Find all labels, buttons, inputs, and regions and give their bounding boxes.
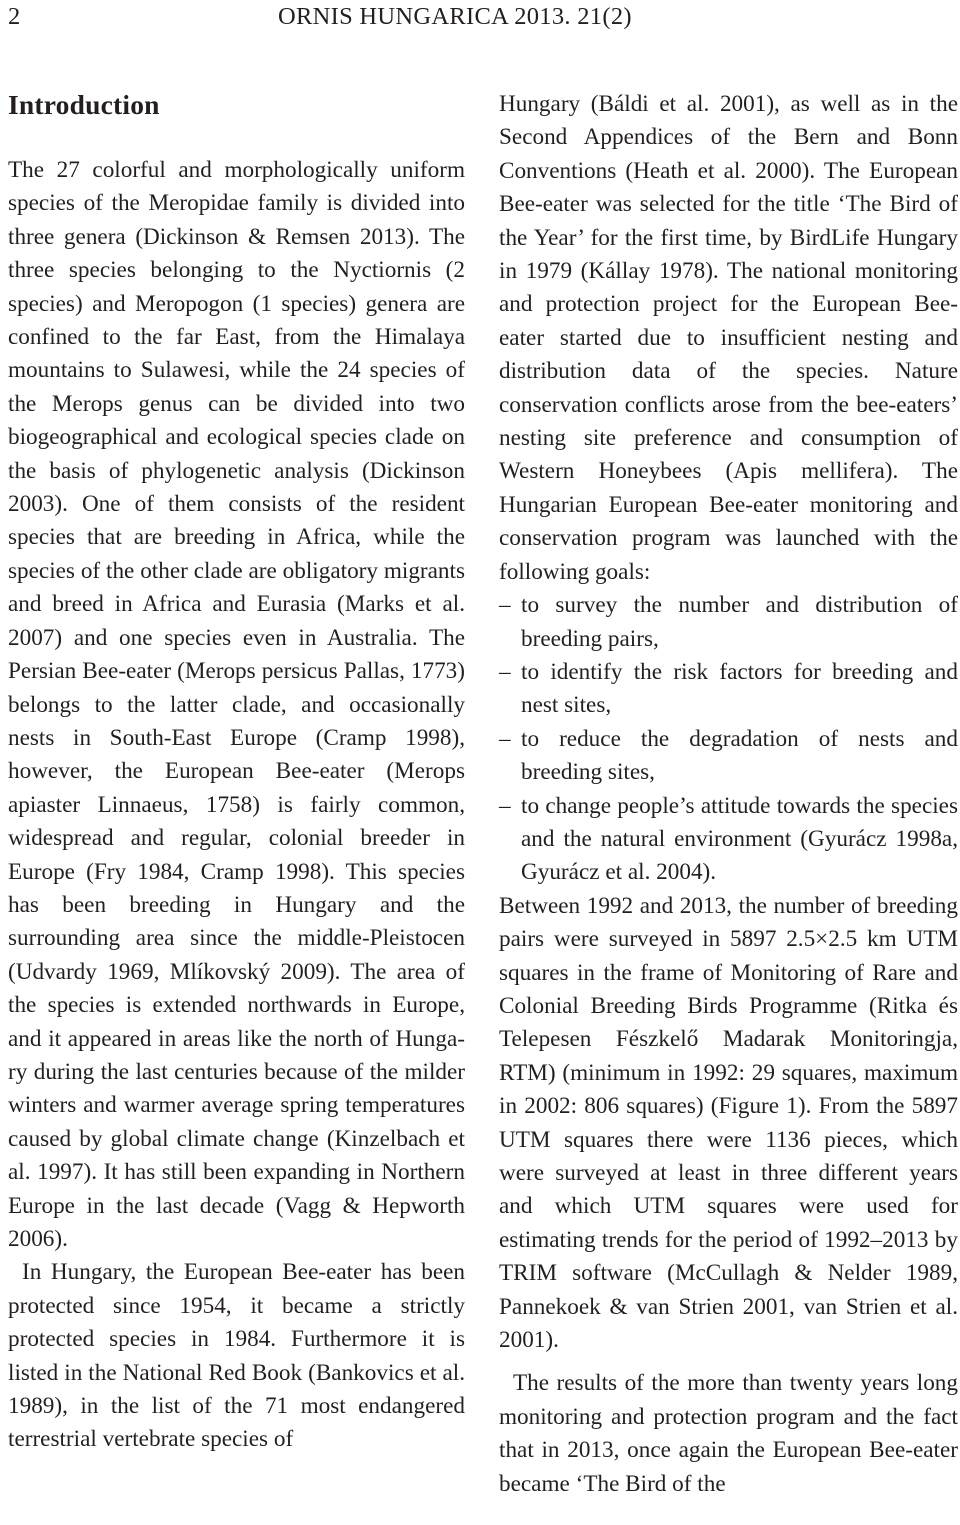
section-heading: Introduction (8, 89, 160, 120)
running-header (8, 0, 952, 40)
right-paragraph-3: The results of the more than twenty years long monitoring and protection program and the fact that in 2013, once again the European Bee-eater became ʻThe Bird of the (499, 1370, 958, 1497)
goals-list (499, 589, 958, 890)
goal-item: – to identify the risk factors for breeding and nest sites, (499, 656, 958, 723)
journal-title: ORNIS HUNGARICA 2013. 21(2) (278, 3, 632, 30)
goal-item: – to survey the number and distribution of breeding pairs, (499, 589, 958, 656)
right-column (499, 88, 958, 1501)
intro-paragraph-1: The 27 colorful and morphologically uniform species of the Meropidae family is divided into three genera (Dickinson & Remsen 2013). The three species belonging to the Nyctiornis (2 species) and Meropogon (1 species) genera are confined to the far East, from the Himalaya mountains to Sulawesi, while the 24 species of the Merops genus can be divided into two biogeographical and ecological species clade on the basis of phylogenetic analysis (Dickinson 2003). One of them consists of the resident species that are breeding in Africa, while the species of the other clade are obligatory migrants and breed in Africa and Eurasia (Marks et al. 2007) and one species even in Australia. The Persian Bee-eater (Merops persicus Pallas, 1773) belongs to the latter clade, and occasionally nests in South-East Europe (Cramp 1998), however, the European Bee-eater (Merops apiaster Linnaeus, 1758) is fairly common, widespread and regular, colonial breeder in Europe (Fry 1984, Cramp 1998). This species has been breeding in Hungary and the surrounding area since the middle-Pleistocen (Udvardy 1969, Mlíkovský 2009). The area of the species is extended northwards in Europe, and it appeared in areas like the north of Hungary during the last centuries because of the milder winters and warmer average spring temperatures caused by global climate change (Kinzelbach et al. 1997). It has still been expanding in Northern Europe in the last decade (Vagg & Hepworth 2006). (8, 157, 465, 1252)
page-number: 2 (8, 3, 21, 30)
goal-item: – to change people’s attitude towards the species and the natural environment (Gyurácz 1998a, Gyurácz et al. 2004). (499, 790, 958, 890)
intro-paragraph-2: In Hungary, the European Bee-eater has been protected since 1954, it became a strictly protected species in 1984. Furthermore it is listed in the National Red Book (Bankovics et al. 1989), in the list of the 71 most endangered terrestrial vertebrate species of (8, 1259, 465, 1453)
right-paragraph-2: Between 1992 and 2013, the number of breeding pairs were surveyed in 5897 2.5×2.5 km UTM squares in the frame of Monitoring of Rare and Colonial Breeding Birds Programme (Ritka és Telepesen Fészkelő Madarak Monitoringja, RTM) (minimum in 1992: 29 squares, maximum in 2002: 806 squares) (Figure 1). From the 5897 UTM squares there were 1136 pieces, which were surveyed at least in three different years and which UTM squares were used for estimating trends for the period of 1992–2013 by TRIM software (McCullagh & Nelder 1989, Pannekoek & van Strien 2001, van Strien et al. 2001). (499, 892, 958, 1354)
left-column (8, 88, 465, 1457)
right-paragraph-1: Hungary (Báldi et al. 2001), as well as in the Second Appendices of the Bern and Bonn Conventions (Heath et al. 2000). The European Bee-eater was selected for the title ʻThe Bird of the Year’ for the first time, by BirdLife Hungary in 1979 (Kállay 1978). The national monitoring and protection project for the European Bee-eater started due to insufficient nesting and distribution data of the species. Nature conservation conflicts arose from the bee-eaters’ nesting site preference and consumption of Western Honeybees (Apis mellifera). The Hungarian European Bee-eater monitoring and conservation program was launched with the following goals: (499, 91, 958, 585)
goal-item: – to reduce the degradation of nests and breeding sites, (499, 723, 958, 790)
